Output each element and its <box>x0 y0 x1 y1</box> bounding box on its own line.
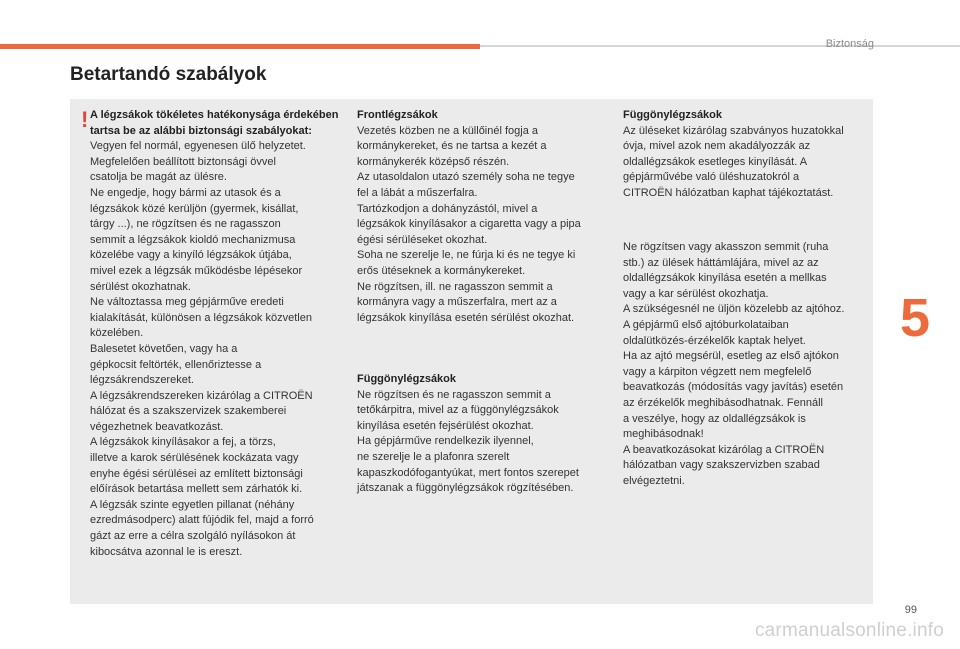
text-line: Az utasoldalon utazó személy soha ne tegye <box>357 171 575 184</box>
text-line: kormánykereket, és ne tartsa a kezét a <box>357 140 547 153</box>
text-line: hálózatban vagy szakszervizben szabad <box>623 459 820 472</box>
header-divider <box>480 45 960 47</box>
text-line: Ne rögzítsen vagy akasszon semmit (ruha <box>623 241 829 253</box>
text-line: gépjárművébe való üléshuzatokról a <box>623 171 800 184</box>
watermark: carmanualsonline.info <box>754 620 944 641</box>
curtain-airbags-section <box>357 372 605 497</box>
text-line: gázt az erre a célra szolgáló nyílásokon át <box>90 530 296 543</box>
text-line: Ha gépjárműve rendelkezik ilyennel, <box>357 435 534 448</box>
curtain-airbags-seat-body <box>623 124 869 202</box>
text-line: vagy a kar sérülést okozhatja. <box>623 287 769 300</box>
curtain-airbags-seat-section <box>623 108 869 202</box>
text-line: ne szerelje le a plafonra szerelt <box>357 450 510 463</box>
page-title: Betartandó szabályok <box>70 64 267 85</box>
text-line: közelében. <box>90 327 144 340</box>
text-line: oldallégzsákok kinyílása esetén a mellkas <box>623 272 827 285</box>
text-line: óvja, mivel azok nem akadályozzák az <box>623 140 811 153</box>
text-line: kibocsátva azonnal le is ereszt. <box>90 545 243 558</box>
text-line: hálózat és a szakszervizek szakemberei <box>90 405 287 418</box>
text-line: játszanak a függönylégzsákok rögzítésében. <box>357 482 574 495</box>
front-airbags-heading: Frontlégzsákok <box>357 109 438 121</box>
front-airbags-body <box>357 124 605 327</box>
page-number: 99 <box>904 604 917 616</box>
text-line: fel a lábát a műszerfalra. <box>357 186 478 199</box>
text-line: vagy a kárpiton végzett nem megfelelő <box>623 365 812 378</box>
text-line: Megfelelően beállított biztonsági övvel <box>90 155 276 168</box>
text-line: enyhe égési sérülései az említett biztonsági <box>90 467 303 480</box>
text-line: Ne rögzítsen, ill. ne ragasszon semmit a <box>357 280 553 293</box>
text-line: Ne rögzítsen és ne ragasszon semmit a <box>357 388 551 401</box>
text-line: légzsákok kinyílásakor a cigaretta vagy a pipa <box>357 218 581 231</box>
text-line: sérülést okozhatnak. <box>90 280 191 293</box>
text-line: A légzsákok kinyílásakor a fej, a törzs, <box>90 436 276 449</box>
text-line: Ne engedje, hogy bármi az utasok és a <box>90 186 281 199</box>
text-line: A légzsák szinte egyetlen pillanat (néhány <box>90 498 295 511</box>
text-line: ezredmásodperc) alatt fújódik fel, majd a forró <box>90 514 314 527</box>
curtain-airbags-seat-heading: Függönylégzsákok <box>623 109 723 121</box>
safety-rules-heading: A légzsákok tökéletes hatékonysága érdekében tartsa be az alábbi biztonsági szabályokat: <box>90 109 339 137</box>
exclamation-mark-icon: ! <box>81 107 89 132</box>
text-line: mivel ezek a légzsák működésbe lépésekor <box>90 264 303 277</box>
section-label: Biztonság <box>825 38 874 50</box>
text-line: stb.) az ülések háttámlájára, mivel az az <box>623 256 819 269</box>
text-line: légzsákok kinyílása esetén sérülést okozhat. <box>357 311 575 324</box>
text-line: légzsákok közé kerüljön (gyermek, kisállat, <box>90 202 299 215</box>
side-airbags-section <box>623 240 869 490</box>
text-line: közelébe vagy a kinyíló légzsákok útjába, <box>90 249 292 262</box>
text-line: végezhetnek beavatkozást. <box>90 420 224 433</box>
text-line: kormányra vagy a műszerfalra, mert az a <box>357 296 557 309</box>
text-line: Vegyen fel normál, egyenesen ülő helyzetet. <box>90 140 306 153</box>
curtain-airbags-heading: Függönylégzsákok <box>357 373 457 385</box>
text-line: Vezetés közben ne a küllőinél fogja a <box>357 124 539 137</box>
front-airbags-section <box>357 108 605 326</box>
text-line: illetve a karok sérülésének kockázata vagy <box>90 452 299 465</box>
text-line: tetőkárpitra, mivel az a függönylégzsákok <box>357 404 559 417</box>
text-line: oldallégzsákok esetleges kinyílását. A <box>623 155 808 168</box>
text-line: kapaszkodófogantyúkat, mert fontos szerepet <box>357 466 579 479</box>
text-line: erős ütéseknek a kormánykereket. <box>357 264 526 277</box>
text-line: csatolja be magát az ülésre. <box>90 171 227 184</box>
text-line: Ha az ajtó megsérül, esetleg az első ajtókon <box>623 350 839 363</box>
text-line: légzsákrendszereket. <box>90 374 194 387</box>
text-line: oldalütközés-érzékelők kaptak helyet. <box>623 334 806 347</box>
text-line: az érzékelők meghibásodhatnak. Fennáll <box>623 396 823 409</box>
text-line: Soha ne szerelje le, ne fúrja ki és ne tegye ki <box>357 249 576 262</box>
text-line: kialakítását, különösen a légzsákok közvetlen <box>90 311 312 324</box>
text-line: A gépjármű első ajtóburkolataiban <box>623 318 789 331</box>
text-line: semmit a légzsákok kioldó mechanizmusa <box>90 233 296 246</box>
header-accent-bar <box>0 44 480 49</box>
text-line: A szükségesnél ne üljön közelebb az ajtóhoz. <box>623 303 845 316</box>
text-line: égési sérüléseket okozhat. <box>357 233 488 246</box>
text-line: kormánykerék középső részén. <box>357 155 510 168</box>
text-line: Balesetet követően, vagy ha a <box>90 342 238 355</box>
text-line: A beavatkozásokat kizárólag a CITROËN <box>623 443 825 456</box>
curtain-airbags-body <box>357 388 605 497</box>
text-line: elvégeztetni. <box>623 474 685 487</box>
text-line: tárgy ...), ne rögzítsen és ne ragasszon <box>90 218 281 231</box>
text-line: előírások betartása mellett sem zárhatók ki. <box>90 483 303 496</box>
text-line: beavatkozás (módosítás vagy javítás) esetén <box>623 381 844 394</box>
text-line: kinyílása esetén fejsérülést okozhat. <box>357 419 534 432</box>
safety-rules-body <box>90 139 342 560</box>
text-line: Az üléseket kizárólag szabványos huzatokkal <box>623 124 844 137</box>
text-line: Tartózkodjon a dohányzástól, mivel a <box>357 202 538 215</box>
text-line: A légzsákrendszereken kizárólag a CITROËN <box>90 389 313 402</box>
text-line: gépkocsit feltörték, ellenőriztesse a <box>90 358 262 371</box>
text-line: meghibásodnak! <box>623 428 704 441</box>
chapter-number: 5 <box>899 288 931 348</box>
safety-rules-column <box>90 108 342 560</box>
side-airbags-body <box>623 240 869 490</box>
text-line: CITROËN hálózatban kaphat tájékoztatást. <box>623 186 834 199</box>
text-line: a veszélye, hogy az oldallégzsákok is <box>623 412 806 425</box>
text-line: Ne változtassa meg gépjárműve eredeti <box>90 296 284 309</box>
